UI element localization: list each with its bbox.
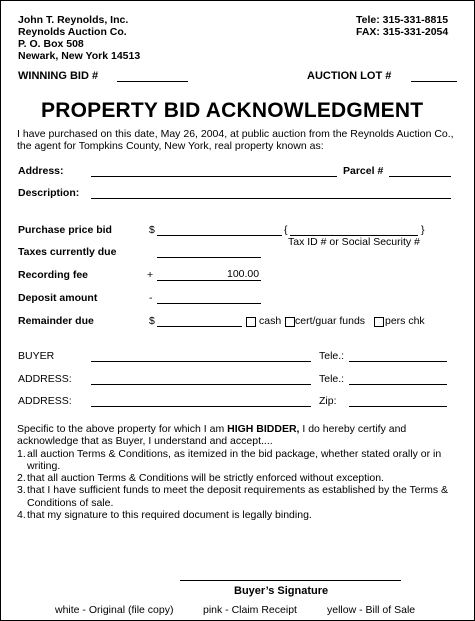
cert-funds-option-label: cert/guar funds [295,315,366,327]
address-label-1: ADDRESS: [18,373,72,385]
purchase-price-label: Purchase price bid [18,224,112,236]
company-fax: FAX: 315-331-2054 [356,26,449,38]
form-title: PROPERTY BID ACKNOWLEDGMENT [41,99,424,122]
buyer-address-field-2[interactable] [91,406,311,407]
personal-check-option-label: pers chk [385,315,425,327]
brace-close: } [421,224,425,236]
brace-open: { [284,224,288,236]
remainder-field[interactable] [157,326,242,327]
buyer-address-field-1[interactable] [91,384,311,385]
certification-item-1: 1. all auction Terms & Conditions, as itemized in the bid package, whether stated orally or in writing. [17,447,442,472]
address-label: Address: [18,165,64,177]
address-label-2: ADDRESS: [18,395,72,407]
deposit-label: Deposit amount [18,292,98,304]
auction-lot-label: AUCTION LOT # [307,70,392,82]
certification-block [17,423,457,521]
personal-check-checkbox[interactable] [374,317,384,327]
buyer-label: BUYER [18,350,55,362]
address-field[interactable] [91,176,337,177]
company-city: Newark, New York 14513 [18,50,141,62]
intro-paragraph: I have purchased on this date, May 26, 2004, at public auction from the Reynolds Auction Co., the agent for Tompkins County, New York, real property known as: [17,128,454,153]
company-subname: Reynolds Auction Co. [18,26,127,38]
zip-label: Zip: [319,395,337,407]
tele-field-1[interactable] [349,361,447,362]
deposit-field[interactable] [157,303,261,304]
description-label: Description: [18,187,80,199]
taxes-field[interactable] [157,257,261,258]
certification-item-3: 3. that I have sufficient funds to meet the deposit requirements as established by the Terms & Conditions of sale. [17,484,449,509]
company-po-box: P. O. Box 508 [18,38,84,50]
recording-fee-label: Recording fee [18,269,89,281]
description-field[interactable] [91,198,451,199]
tele-field-2[interactable] [349,384,447,385]
copy-white: white - Original (file copy) [55,604,174,616]
signature-line[interactable] [180,580,401,581]
certification-intro: Specific to the above property for which I am HIGH BIDDER, I do hereby certify and acknowledge that as Buyer, I understand and accept.... [17,423,407,448]
cash-option-label: cash [259,315,282,327]
signature-label: Buyer’s Signature [234,585,329,597]
tax-id-caption: Tax ID # or Social Security # [288,236,420,248]
auction-lot-field[interactable] [411,81,457,82]
zip-field[interactable] [349,406,447,407]
company-name: John T. Reynolds, Inc. [18,14,129,26]
tele-label-1: Tele.: [319,350,345,362]
buyer-name-field[interactable] [91,361,311,362]
purchase-price-field[interactable] [157,235,282,236]
parcel-label: Parcel # [343,165,384,177]
winning-bid-label: WINNING BID # [18,70,99,82]
certification-item-2: 2. that all auction Terms & Conditions will be strictly enforced without exception. [17,472,384,485]
taxes-label: Taxes currently due [18,246,117,258]
company-tel: Tele: 315-331-8815 [356,14,449,26]
purchase-dollar-sign: $ [149,224,155,236]
recording-plus-sign: + [147,269,154,281]
deposit-minus-sign: - [149,292,153,304]
copy-yellow: yellow - Bill of Sale [327,604,416,616]
copy-pink: pink - Claim Receipt [203,604,297,616]
certification-item-4: 4. that my signature to this required document is legally binding. [17,509,312,522]
remainder-dollar-sign: $ [149,315,155,327]
recording-fee-field[interactable] [157,280,261,281]
winning-bid-field[interactable] [117,81,188,82]
cash-checkbox[interactable] [246,317,256,327]
parcel-field[interactable] [389,176,451,177]
tele-label-2: Tele.: [319,373,345,385]
recording-fee-value: 100.00 [227,268,260,280]
cert-funds-checkbox[interactable] [285,317,295,327]
remainder-label: Remainder due [18,315,94,327]
